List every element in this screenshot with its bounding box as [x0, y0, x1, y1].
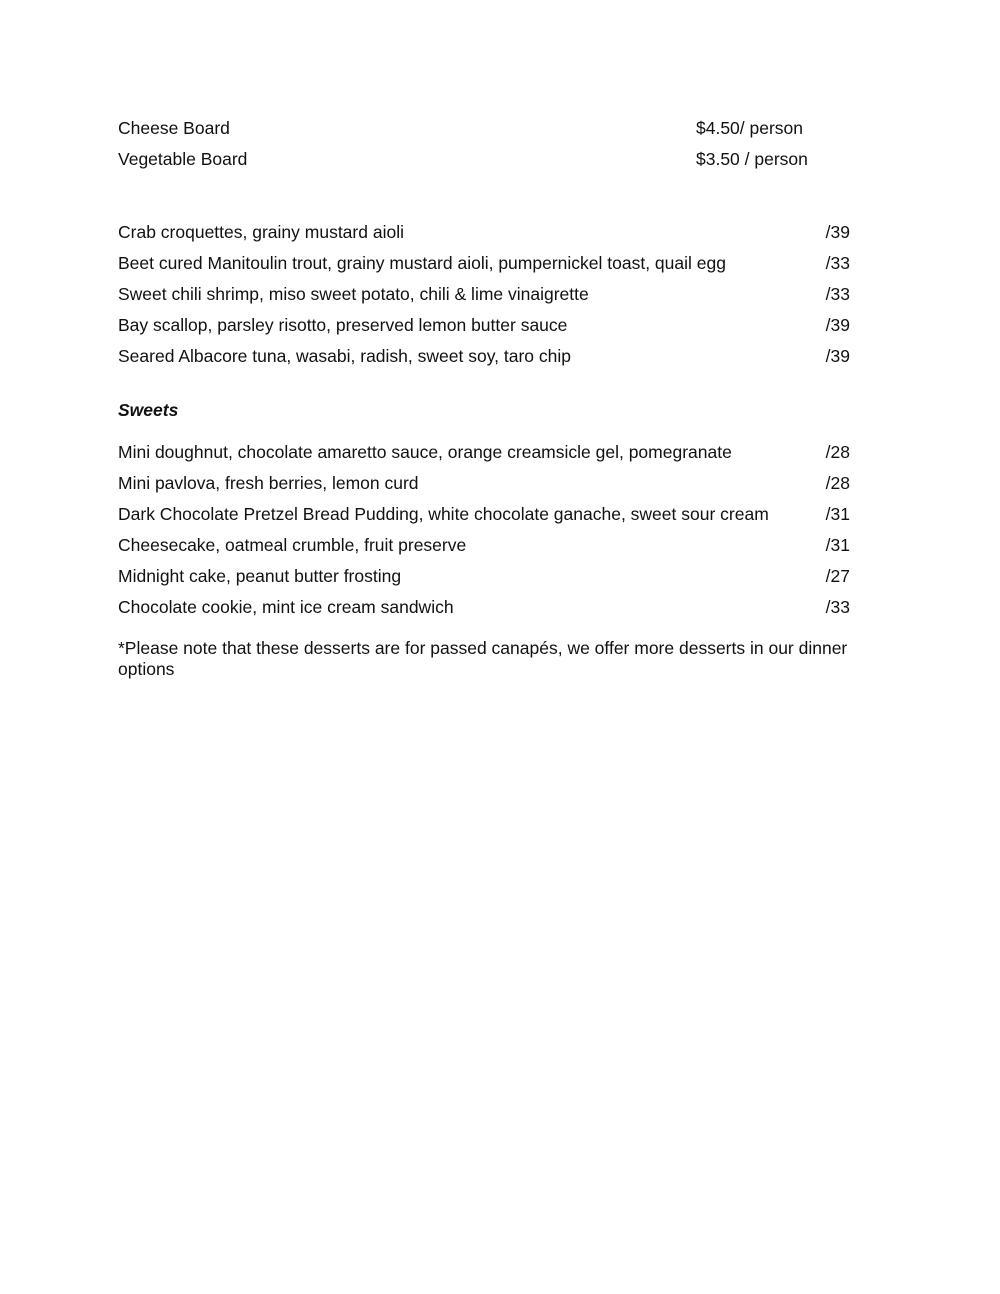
item-description: Sweet chili shrimp, miso sweet potato, chili & lime vinaigrette [118, 284, 589, 304]
menu-item [118, 220, 850, 251]
menu-item [118, 282, 850, 313]
item-description: Crab croquettes, grainy mustard aioli [118, 222, 404, 242]
boards-section [118, 116, 858, 178]
menu-item [118, 533, 850, 564]
board-price: $4.50/ person [696, 118, 804, 138]
savory-section [118, 220, 850, 375]
item-price: /28 [825, 473, 850, 493]
menu-item [118, 595, 850, 626]
menu-item [118, 251, 850, 282]
item-description: Beet cured Manitoulin trout, grainy mustard aioli, pumpernickel toast, quail egg [118, 253, 726, 273]
item-description: Mini pavlova, fresh berries, lemon curd [118, 473, 419, 493]
dessert-note: *Please note that these desserts are for passed canapés, we offer more desserts in our dinner options [118, 638, 848, 679]
board-price: $3.50 / person [696, 149, 808, 169]
item-price: /39 [825, 346, 850, 366]
menu-item [118, 344, 850, 375]
item-description: Seared Albacore tuna, wasabi, radish, sweet soy, taro chip [118, 346, 571, 366]
board-name: Vegetable Board [118, 149, 248, 169]
item-price: /27 [825, 566, 850, 586]
item-price: /31 [825, 535, 850, 555]
item-price: /33 [825, 253, 850, 273]
item-description: Midnight cake, peanut butter frosting [118, 566, 402, 586]
item-price: /33 [825, 284, 850, 304]
sweets-heading: Sweets [118, 400, 179, 420]
item-description: Cheesecake, oatmeal crumble, fruit preserve [118, 535, 467, 555]
menu-item [118, 440, 850, 471]
menu-page [118, 0, 858, 1294]
menu-item [118, 502, 850, 533]
menu-item [118, 471, 850, 502]
board-name: Cheese Board [118, 118, 230, 138]
sweets-section [118, 440, 850, 626]
item-description: Mini doughnut, chocolate amaretto sauce, orange creamsicle gel, pomegranate [118, 442, 732, 462]
board-row [118, 147, 858, 178]
item-price: /39 [825, 222, 850, 242]
item-price: /31 [825, 504, 850, 524]
item-price: /33 [825, 597, 850, 617]
item-description: Bay scallop, parsley risotto, preserved lemon butter sauce [118, 315, 568, 335]
item-description: Dark Chocolate Pretzel Bread Pudding, white chocolate ganache, sweet sour cream [118, 504, 769, 524]
board-row [118, 116, 858, 147]
item-price: /39 [825, 315, 850, 335]
menu-item [118, 564, 850, 595]
item-price: /28 [825, 442, 850, 462]
menu-item [118, 313, 850, 344]
item-description: Chocolate cookie, mint ice cream sandwich [118, 597, 454, 617]
